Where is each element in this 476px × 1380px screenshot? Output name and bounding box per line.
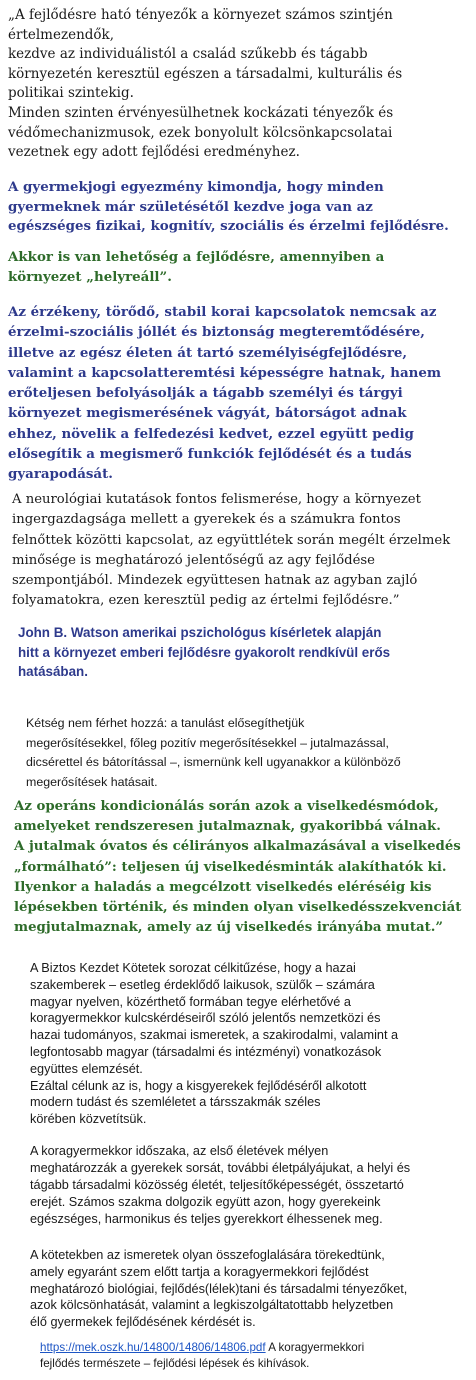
repair-line: környezet „helyreáll”. — [8, 268, 172, 285]
repair-paragraph — [8, 248, 470, 287]
reinforcement-line: megerősítésekkel, főleg pozitív megerősítésekkel – jutalmazással, — [26, 735, 389, 750]
neuro-line: minősége is meghatározó jelentőségű az agy fejlődése — [12, 552, 375, 568]
source-title-part-1: A koragyermekkori — [265, 1341, 365, 1354]
neuro-quote — [12, 490, 472, 612]
attachment-line: valamint a kapcsolatteremtési képességre hatnak, hanem — [8, 364, 442, 381]
bkk1-line: magyar nyelven, közérthető formában tegye elérhetővé a — [30, 994, 351, 1009]
bkk-paragraph-2 — [30, 1143, 472, 1228]
bkk2-line: A koragyermekkor időszaka, az első életévek mélyen — [30, 1144, 329, 1158]
bkk3-line: A kötetekben az ismeretek olyan összefoglalására törekedtünk, — [30, 1248, 385, 1262]
bkk1-line: együttes elemzését. — [30, 1061, 143, 1076]
operant-line: Ilyenkor a haladás a megcélzott viselkedés eléréséig kis — [14, 879, 432, 895]
bkk3-line: meghatározó biológiai, fejlődés(lélek)tani és társadalmi tényezőket, — [30, 1281, 408, 1296]
neuro-line: folyamatokra, ezen keresztül pedig az értelmi fejlődésre.” — [12, 593, 400, 609]
bkk1-line: koragyermekkor kulcskérdéseiről szóló jelentős nemzetközi és — [30, 1011, 381, 1026]
intro-line: védőmechanizmusok, ezek bonyolult kölcsönkapcsolatai — [8, 124, 393, 141]
operant-line: A jutalmak óvatos és célirányos alkalmazásával a viselkedés — [14, 839, 461, 855]
rights-line: egészséges fizikai, kognitív, szociális és érzelmi fejlődésre. — [8, 218, 449, 235]
neuro-line: ingergazdagsága mellett a gyerekek és a számukra fontos — [12, 512, 401, 528]
bkk2-line: erejét. Számos szakma dolgozik együtt azon, hogy gyerekeink — [30, 1194, 381, 1209]
rights-paragraph — [8, 178, 470, 237]
intro-line: vezetnek egy adott fejlődési eredményhez. — [8, 144, 300, 161]
bkk1-line: legfontosabb magyar (társadalmi és intézményi) vonatkozások — [30, 1044, 382, 1059]
attachment-line: Az érzékeny, törődő, stabil korai kapcsolatok nemcsak az — [8, 304, 437, 320]
bkk1-line: hazai tudományos, szakmai ismeretek, a szakirodalmi, valamint a — [30, 1028, 399, 1043]
bkk1-line: Ezáltal célunk az is, hogy a kisgyerekek fejlődéséről alkotott — [30, 1078, 367, 1093]
intro-line: környezetén keresztül egészen a társadalmi, kulturális és — [8, 65, 403, 82]
bkk1-line: modern tudást és szemléletet a társszakmák széles — [30, 1095, 321, 1110]
bkk3-line: élő gyermekek fejlődésének kérdését is. — [30, 1315, 256, 1330]
rights-line: A gyermekjogi egyezmény kimondja, hogy minden — [8, 179, 384, 195]
intro-line: politikai szintekig. — [8, 85, 134, 102]
attachment-paragraph — [8, 302, 470, 485]
bkk3-line: amely egyaránt szem előtt tartja a koragyermekkori fejlődést — [30, 1264, 369, 1279]
rights-line: gyermeknek már születésétől kezdve joga van az — [8, 198, 373, 215]
bkk1-line: A Biztos Kezdet Kötetek sorozat célkitűzése, hogy a hazai — [30, 961, 356, 975]
source-link[interactable]: https://mek.oszk.hu/14800/14806/14806.pdf — [40, 1341, 266, 1354]
attachment-line: illetve az egész életen át tartó személyiségfejlődésre, — [8, 344, 408, 361]
bkk-paragraph-3 — [30, 1247, 472, 1331]
watson-line: hitt a környezet emberi fejlődésre gyakorolt rendkívül erős — [18, 644, 391, 660]
source-citation — [40, 1340, 472, 1371]
bkk2-line: egészséges, harmonikus és teljes gyerekkort élhessenek meg. — [30, 1211, 383, 1226]
reinforcement-line: dicsérettel és bátorítással –, ismernünk kell ugyanakkor a különböző — [26, 755, 401, 770]
attachment-line: elősegítik a megismerő funkciók fejlődését és a tudás — [8, 446, 412, 463]
operant-paragraph — [14, 797, 472, 938]
watson-paragraph — [18, 623, 470, 682]
operant-line: megjutalmaznak, amely az új viselkedés irányába mutat.” — [14, 920, 444, 936]
intro-line: „A fejlődésre ható tényezők a környezet számos szintjén — [8, 7, 393, 23]
watson-line: John B. Watson amerikai pszichológus kísérletek alapján — [18, 625, 382, 640]
bkk1-line: körében közvetítsük. — [30, 1112, 147, 1127]
operant-line: lépésekben történik, és minden olyan viselkedésszekvenciát — [14, 900, 462, 916]
operant-line: „formálható”: teljesen új viselkedésminták alakíthatók ki. — [14, 859, 447, 875]
operant-line: Az operáns kondicionálás során azok a viselkedésmódok, — [14, 799, 439, 814]
repair-line: Akkor is van lehetőség a fejlődésre, amennyiben a — [8, 249, 385, 265]
reinforcement-line: megerősítések hatásait. — [26, 774, 158, 789]
intro-line: értelmezendők, — [8, 26, 115, 43]
intro-line: kezdve az individuálistól a család szűkebb és tágabb — [8, 46, 368, 63]
intro-line: Minden szinten érvényesülhetnek kockázati tényezők és — [8, 104, 394, 121]
attachment-line: erőteljesen befolyásolják a tágabb személyi és tárgyi — [8, 385, 403, 402]
bkk-paragraph-1 — [30, 960, 472, 1128]
watson-line: hatásában. — [18, 664, 88, 680]
bkk2-line: meghatározzák a gyerekek sorsát, további életpályájukat, a helyi és — [30, 1160, 411, 1175]
operant-line: amelyeket rendszeresen jutalmaznak, gyakoribbá válnak. — [14, 819, 441, 835]
neuro-line: A neurológiai kutatások fontos felismerése, hogy a környezet — [12, 492, 421, 507]
attachment-line: ehhez, növelik a felfedezési kedvet, ezzel együtt pedig — [8, 425, 414, 442]
attachment-line: érzelmi-szociális jóllét és biztonság megteremtődésére, — [8, 324, 425, 341]
attachment-line: környezet megismerésének vágyát, bátorságot adnak — [8, 405, 407, 422]
neuro-line: felnőttek közötti kapcsolat, az együttlétek során megélt érzelmek — [12, 532, 451, 548]
intro-quote — [8, 6, 470, 163]
neuro-line: szempontjából. Mindezek együttesen hatnak az agyban zajló — [12, 573, 418, 589]
bkk3-line: azok kölcsönhatását, valamint a legkiszolgáltatottabb helyzetben — [30, 1298, 394, 1313]
source-line — [40, 1340, 472, 1356]
reinforcement-paragraph — [26, 714, 472, 792]
source-title-part-2: fejlődés természete – fejlődési lépések és kihívások. — [40, 1356, 310, 1370]
attachment-line: gyarapodását. — [8, 466, 113, 483]
bkk1-line: szakemberek – esetleg érdeklődő laikusok, szülők – számára — [30, 977, 375, 992]
bkk2-line: tágabb társadalmi közösség életét, teljesítőképességét, összetartó — [30, 1177, 404, 1192]
reinforcement-line: Kétség nem férhet hozzá: a tanulást elősegíthetjük — [26, 716, 305, 730]
